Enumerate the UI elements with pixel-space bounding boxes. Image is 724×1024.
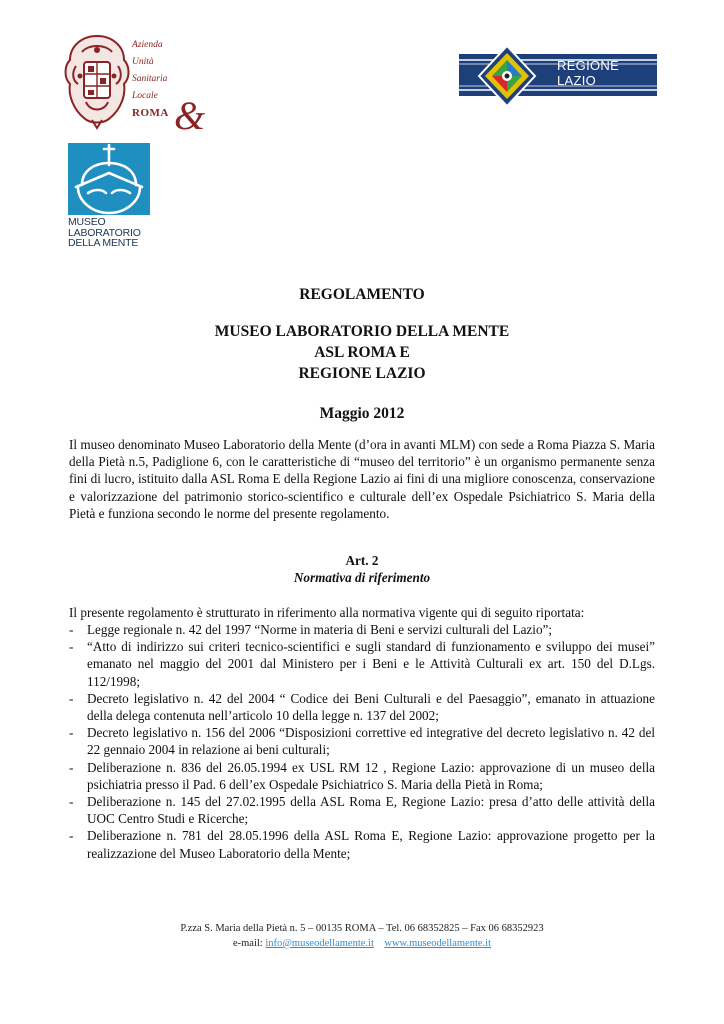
list-dash: - xyxy=(69,690,74,706)
list-dash: - xyxy=(69,828,74,844)
regulation-list xyxy=(69,621,655,862)
asl-crest-icon xyxy=(62,32,132,130)
list-item-text: Deliberazione n. 145 del 27.02.1995 della ASL Roma E, Regione Lazio: presa d’atto delle attività della UOC Centro Studi e Ricerche; xyxy=(87,794,655,827)
list-item-text: Deliberazione n. 781 del 28.05.1996 della ASL Roma E, Regione Lazio: approvazione progetto per la realizzazione del Museo Laboratorio della Mente; xyxy=(87,828,655,861)
list-item-text: Legge regionale n. 42 del 1997 “Norme in materia di Beni e servizi culturali del Lazio”; xyxy=(87,622,553,637)
museum-logo xyxy=(68,143,154,253)
footer-website-link[interactable]: www.museodellamente.it xyxy=(384,938,492,949)
list-item-text: Decreto legislativo n. 42 del 2004 “ Codice dei Beni Culturali e del Paesaggio”, emanato in attuazione della delega contenuta nell’articolo 10 della legge n. 137 del 2002; xyxy=(87,690,655,724)
asl-roma-e-logo xyxy=(62,32,206,138)
asl-logo-line: Azienda xyxy=(132,40,163,50)
article-title: Normativa di riferimento xyxy=(293,570,431,585)
museum-logo-line3: DELLA MENTE xyxy=(68,237,139,249)
asl-logo-line: Unità xyxy=(132,57,154,67)
list-item-text: Decreto legislativo n. 156 del 2006 “Disposizioni correttive ed integrative del decreto legislativo n. 42 del 22 gennaio 2004 in relazione ai beni culturali; xyxy=(87,725,655,758)
list-item-text: Deliberazione n. 836 del 26.05.1994 ex USL RM 12 , Regione Lazio: approvazione di un museo della psichiatria presso il Pad. 6 dell’ex Ospedale Psichiatrico S. Maria della Pietà in Roma; xyxy=(87,759,655,792)
list-dash: - xyxy=(69,639,74,655)
document-subtitle-asl: ASL ROMA E xyxy=(314,344,410,361)
list-item xyxy=(69,638,655,690)
museum-logo-head-icon xyxy=(68,143,150,215)
asl-logo-text xyxy=(132,37,169,122)
document-subtitle-museum: MUSEO LABORATORIO DELLA MENTE xyxy=(214,323,510,340)
list-item xyxy=(69,827,655,861)
list-dash: - xyxy=(69,622,74,637)
list-dash: - xyxy=(69,725,74,741)
list-item-text: “Atto di indirizzo sui criteri tecnico-scientifici e sugli standard di funzionamento e sviluppo dei musei” emanato nel maggio del 2001 dal Ministero per i Beni e le Attività Culturali ex art. 150 del D.Lgs. 112/1998; xyxy=(87,639,655,689)
footer-email-label: e-mail: xyxy=(232,938,263,949)
museum-logo-text xyxy=(68,217,141,249)
list-item xyxy=(69,759,655,793)
regione-lazio-line1: REGIONE xyxy=(557,58,620,73)
list-dash: - xyxy=(69,794,74,810)
document-date: Maggio 2012 xyxy=(319,405,405,422)
footer xyxy=(0,921,724,951)
regione-lazio-line2: LAZIO xyxy=(557,73,597,88)
regione-lazio-text xyxy=(557,58,619,88)
article-lead: Il presente regolamento è strutturato in riferimento alla normativa vigente qui di seguito riportata: xyxy=(69,605,585,620)
asl-logo-ampersand: & xyxy=(174,93,206,138)
list-item xyxy=(69,724,655,758)
article-number: Art. 2 xyxy=(345,553,379,568)
asl-logo-line: Sanitaria xyxy=(132,74,168,84)
footer-contacts xyxy=(0,936,724,951)
list-item xyxy=(69,621,655,638)
museum-logo-line2: LABORATORIO xyxy=(68,226,141,239)
museum-logo-line1: MUSEO xyxy=(68,216,106,228)
list-item xyxy=(69,793,655,827)
asl-logo-roma: ROMA xyxy=(132,107,169,119)
document-subtitle-region: REGIONE LAZIO xyxy=(298,365,426,382)
list-dash: - xyxy=(69,759,74,775)
regione-lazio-logo xyxy=(459,40,657,109)
footer-email-link[interactable]: info@museodellamente.it xyxy=(265,938,374,949)
intro-paragraph: Il museo denominato Museo Laboratorio della Mente (d’ora in avanti MLM) con sede a Roma Piazza S. Maria della Pietà n.5, Padiglione 6, con le caratteristiche di “museo del territorio” è un organismo permanente senza fini di lucro, istituito dalla ASL Roma E della Regione Lazio ai fini di una migliore conoscenza, conservazione e valorizzazione del patrimonio storico-scientifico e culturale dell’ex Ospedale Psichiatrico S. Maria della Pietà e funziona secondo le norme del presente regolamento. xyxy=(69,437,655,521)
document-title: REGOLAMENTO xyxy=(299,286,425,303)
footer-address: P.zza S. Maria della Pietà n. 5 – 00135 ROMA – Tel. 06 68352825 – Fax 06 68352923 xyxy=(180,923,544,934)
list-item xyxy=(69,690,655,724)
asl-logo-line: Locale xyxy=(132,91,158,101)
